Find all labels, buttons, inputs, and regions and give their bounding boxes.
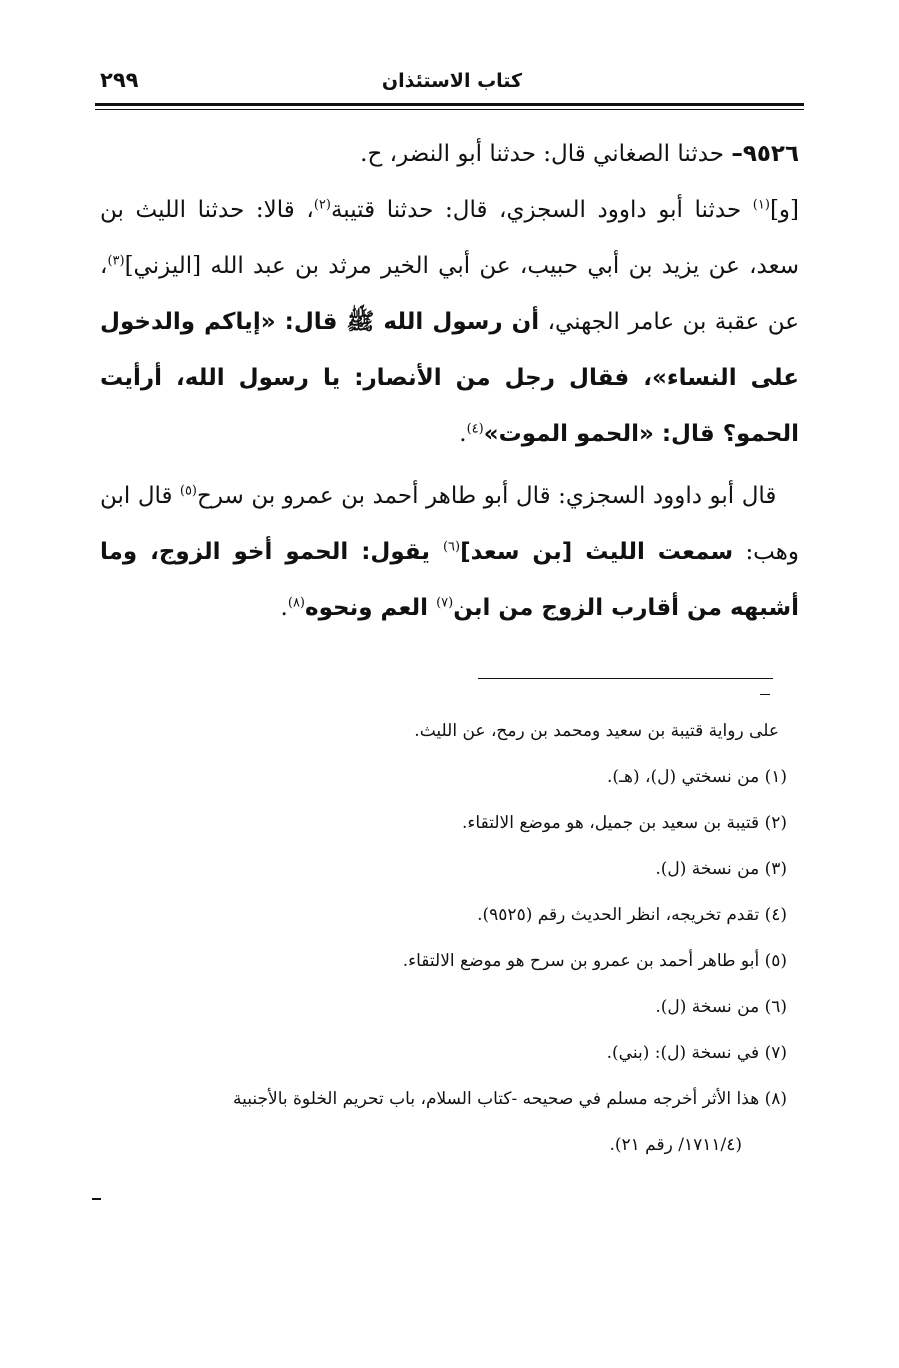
- isnad-part-c: ، عن عقبة بن عامر الجهني،: [100, 253, 799, 335]
- footnote-5: (٥) أبو طاهر أحمد بن عمرو بن سرح هو موضع الالتقاء.: [402, 951, 787, 971]
- header-rule-thick: [95, 103, 804, 106]
- hadith-isnad-line: [100, 126, 799, 182]
- hadith-number: ٩٥٢٦–: [731, 141, 799, 167]
- commentary-end: .: [280, 595, 288, 621]
- footnote-continuation-mark: [760, 694, 770, 695]
- commentary-bold-3: العم ونحوه: [305, 595, 437, 621]
- hadith-text: [100, 126, 799, 636]
- matn-text: أن رسول الله ﷺ قال: «إياكم والدخول على النساء»، فقال رجل من الأنصار: يا رسول الله، أرأيت الحمو؟ قال: «الحمو الموت»: [100, 309, 799, 447]
- commentary-part-a: قال أبو داوود السجزي: قال أبو طاهر أحمد بن عمرو بن سرح: [197, 483, 777, 509]
- footnote-3: (٣) من نسخة (ل).: [655, 859, 787, 879]
- matn-end: .: [459, 421, 467, 447]
- footnote-ref-3: (٣): [107, 253, 125, 269]
- footnote-ref-1: (١): [752, 197, 770, 213]
- header-rule-thin: [95, 109, 804, 110]
- footnote-ref-7: (٧): [436, 595, 454, 611]
- commentary-bold-2: يقول: الحمو أخو الزوج، وما أشبهه من أقارب الزوج من ابن: [100, 539, 799, 621]
- footnote-separator: [478, 678, 773, 679]
- page-header: [100, 68, 804, 98]
- footnote-ref-8: (٨): [287, 595, 305, 611]
- page-number: ٢٩٩: [100, 68, 139, 92]
- footnote-ref-2: (٢): [313, 197, 331, 213]
- commentary-bold-1: سمعت الليث [بن سعد]: [460, 539, 734, 565]
- isnad-line-1: حدثنا الصغاني قال: حدثنا أبو النضر، ح.: [360, 141, 732, 167]
- footnote-1: (١) من نسختي (ل)، (هـ).: [607, 767, 787, 787]
- bracket-waw: [و]: [769, 197, 799, 223]
- footnote-7: (٧) في نسخة (ل): (بني).: [606, 1043, 787, 1063]
- footnotes: [95, 708, 787, 1168]
- footnote-ref-4: (٤): [466, 421, 484, 437]
- footnote-6: (٦) من نسخة (ل).: [655, 997, 787, 1017]
- page-corner-mark: [92, 1198, 101, 1200]
- footnote-ref-5: (٥): [179, 483, 197, 499]
- isnad-part-b: ، قالا: حدثنا الليث بن سعد، عن يزيد بن أبي حبيب، عن أبي الخير مرثد بن عبد الله [اليزني]: [100, 197, 799, 279]
- footnote-4: (٤) تقدم تخريجه، انظر الحديث رقم (٩٥٢٥).: [477, 905, 787, 925]
- running-title: كتاب الاستئذان: [381, 70, 523, 92]
- footnote-ref-6: (٦): [442, 539, 461, 555]
- footnote-2: (٢) قتيبة بن سعيد بن جميل، هو موضع الالتقاء.: [462, 813, 787, 833]
- isnad-part-a: حدثنا أبو داوود السجزي، قال: حدثنا قتيبة: [330, 197, 753, 223]
- footnote-8-continuation: (١٧١١/٤/ رقم ٢١).: [609, 1135, 742, 1155]
- footnote-8: (٨) هذا الأثر أخرجه مسلم في صحيحه -كتاب السلام، باب تحريم الخلوة بالأجنبية: [232, 1089, 787, 1109]
- hadith-paragraph: [100, 182, 799, 462]
- commentary-paragraph: [100, 468, 799, 636]
- footnote-continuation: على رواية قتيبة بن سعيد ومحمد بن رمح، عن الليث.: [414, 721, 779, 741]
- commentary-part-b: قال ابن وهب:: [100, 483, 800, 565]
